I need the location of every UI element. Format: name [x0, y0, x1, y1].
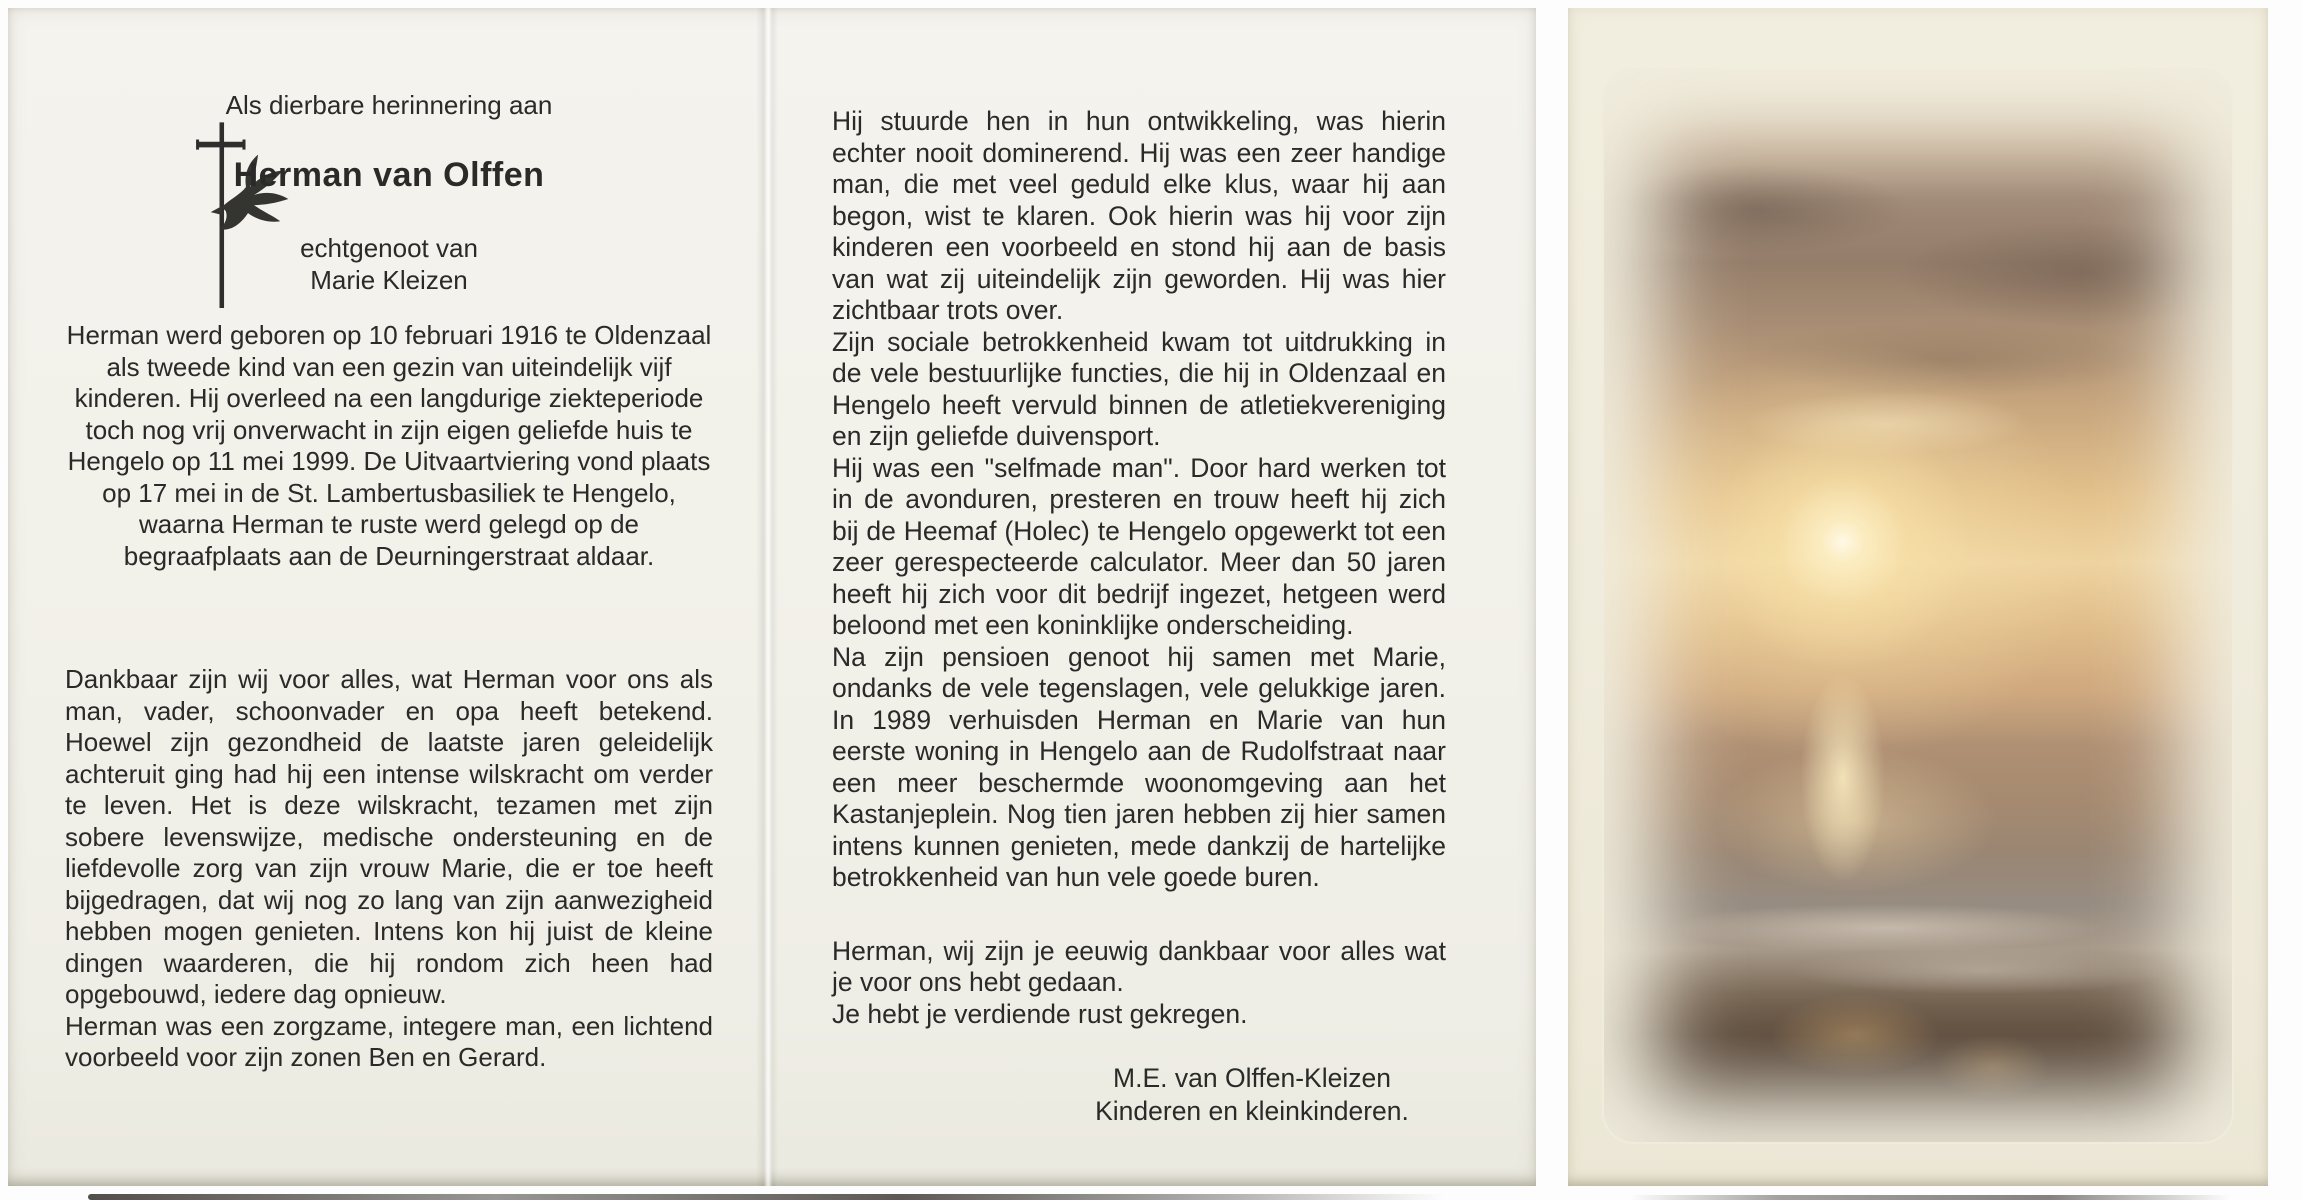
memorial-card-text-panel — [8, 8, 1536, 1186]
closing-line: Je hebt je verdiende rust gekregen. — [832, 998, 1248, 1029]
closing-words-block — [832, 936, 1446, 1031]
signature-block — [1022, 1062, 1482, 1128]
spouse-name: Marie Kleizen — [310, 265, 468, 295]
memorial-card-photo-panel — [1568, 8, 2268, 1186]
photo-feathered-edge — [1602, 68, 2234, 1144]
memorial-intro-line: Als dierbare herinnering aan — [225, 90, 553, 120]
signature-family: Kinderen en kleinkinderen. — [1095, 1096, 1409, 1126]
character-paragraph: Herman was een zorgzame, integere man, een lichtend voorbeeld voor zijn zonen Ben en Gerard. — [65, 1010, 713, 1072]
scan-edge-artifact — [88, 1194, 1444, 1200]
text-column-right — [832, 106, 1446, 1128]
body-paragraph: Na zijn pensioen genoot hij samen met Marie, ondanks de vele tegenslagen, vele gelukkige jaren. In 1989 verhuisden Herman en Marie van hun eerste woning in Hengelo aan de Rudolfstraat naar een meer beschermde woonomgeving aan het Kastanjeplein. Nog tien jaren hebben zij hier samen intens kunnen genieten, mede dankzij de hartelijke betrokkenheid van hun vele goede buren. — [832, 641, 1446, 892]
scan-edge-artifact — [1630, 1195, 2230, 1200]
body-paragraph: Hij was een "selfmade man". Door hard werken tot in de avonduren, presteren en trouw heeft hij zich bij de Heemaf (Holec) te Hengelo opgewerkt tot een zeer gerespecteerde calculator. Meer dan 50 jaren heeft hij zich voor dit bedrijf ingezet, hetgeen werd beloond met een koninklijke onderscheiding. — [832, 452, 1446, 640]
gratitude-paragraph-block — [65, 664, 713, 1074]
deceased-name: Herman van Olffen — [233, 156, 545, 194]
birth-and-funeral-paragraph: Herman werd geboren op 10 februari 1916 te Oldenzaal als tweede kind van een gezin van uiteindelijk vijf kinderen. Hij overleed na een langdurige ziekteperiode toch nog vrij onverwacht in zijn eigen geliefde huis te Hengelo op 11 mei 1999. De Uitvaartviering vond plaats op 17 mei in de St. Lambertusbasiliek te Hengelo, waarna Herman te ruste werd gelegd op de begraafplaats aan de Deurningerstraat aldaar. — [66, 320, 712, 571]
body-paragraph: Hij stuurde hen in hun ontwikkeling, was hierin echter nooit dominerend. Hij was een zeer handige man, die met veel geduld elke klus, waar hij aan begon, wist te klaren. Ook hierin was hij voor zijn kinderen een voorbeeld en stond hij aan de basis van wat zij uiteindelijk zijn geworden. Hij was hier zichtbaar trots over. — [832, 106, 1446, 325]
fold-crease — [756, 8, 778, 1186]
body-paragraph: Zijn sociale betrokkenheid kwam tot uitdrukking in de vele bestuurlijke functies, die hij in Oldenzaal en Hengelo heeft vervuld binnen de atletiekvereniging en zijn geliefde duivensport. — [832, 326, 1446, 451]
relation-line: echtgenoot van — [300, 233, 478, 263]
closing-line: Herman, wij zijn je eeuwig dankbaar voor alles wat je voor ons hebt gedaan. — [832, 935, 1446, 997]
gratitude-paragraph: Dankbaar zijn wij voor alles, wat Herman voor ons als man, vader, schoonvader en opa heeft betekend. Hoewel zijn gezondheid de laatste jaren geleidelijk achteruit ging had hij een intense wilskracht om verder te leven. Het is deze wilskracht, tezamen met zijn sobere levenswijze, medische ondersteuning en de liefdevolle zorg van zijn vrouw Marie, die er toe heeft bijgedragen, dat wij nog zo lang van zijn aanwezigheid hebben mogen genieten. Intens kon hij juist de kleine dingen waarderen, die hij rondom zich heen had opgebouwd, iedere dag opnieuw. — [65, 664, 713, 1009]
relation-block — [65, 232, 713, 296]
signature-name: M.E. van Olffen-Kleizen — [1113, 1063, 1391, 1093]
